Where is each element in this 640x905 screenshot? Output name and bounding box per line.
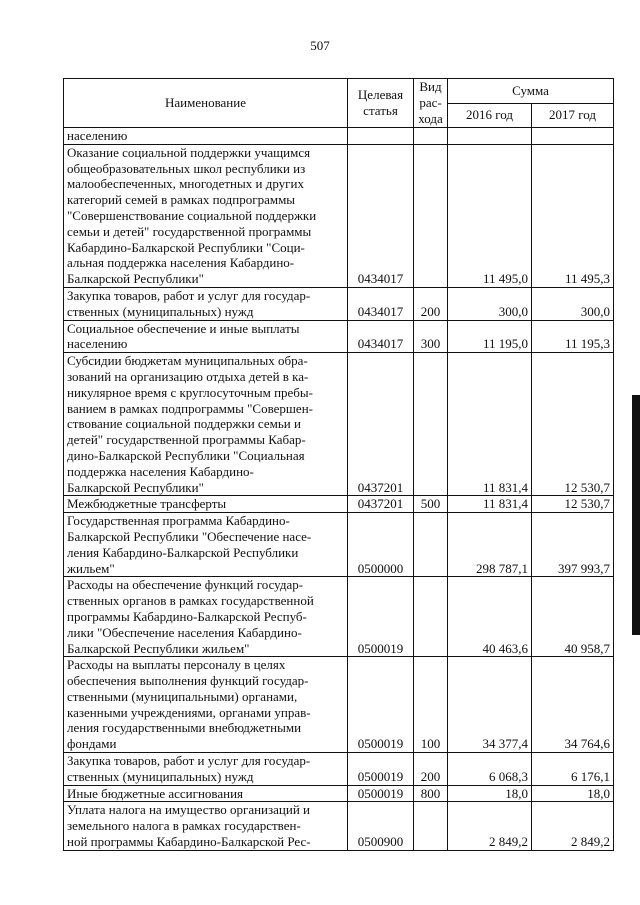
row-name [64,785,348,802]
row-type: 500 [414,496,448,513]
row-name-line: обеспечения выполнения функций государ- [67,673,309,689]
table-body [64,128,614,851]
row-code: 0437201 [348,496,414,513]
row-name [64,802,348,850]
row-name [64,496,348,513]
row-code: 0500900 [348,802,414,850]
row-name-line: ственных (муниципальных) нужд [67,768,254,784]
row-name-line: ствование социальной поддержки семьи и [67,416,301,432]
row-name-line: поддержка населения Кабардино- [67,463,254,479]
budget-table [63,78,614,851]
row-code: 0434017 [348,144,414,287]
row-name-line: лики "Обеспечение населения Кабардино- [67,624,302,640]
table-row [64,577,614,657]
row-name-line: зований на организацию отдыха детей в ка- [67,368,309,384]
table-row [64,496,614,513]
row-code: 0437201 [348,353,414,496]
row-name-line: Закупка товаров, работ и услуг для государ- [67,287,311,303]
row-name-line: ления Кабардино-Балкарской Республики [67,544,299,560]
table-header [64,79,614,128]
row-sum-2016: 34 377,4 [448,657,532,753]
table-row [64,144,614,287]
row-name-line: Балкарской Республики" [67,479,204,495]
row-name-line: категорий семей в рамках подпрограммы [67,192,296,208]
row-code [348,128,414,145]
row-sum-2016: 300,0 [448,287,532,320]
row-type: 100 [414,657,448,753]
row-sum-2016: 298 787,1 [448,513,532,577]
row-name-line: дино-Балкарской Республики "Социальная [67,447,305,463]
header-type: Вид рас- хода [414,79,448,128]
table-row [64,802,614,850]
table-row [64,657,614,753]
row-sum-2016: 2 849,2 [448,802,532,850]
row-type: 800 [414,785,448,802]
row-name-line: населению [67,336,128,352]
row-name [64,144,348,287]
header-code: Целевая статья [348,79,414,128]
row-sum-2017: 6 176,1 [532,753,614,786]
row-name-line: ванием в рамках подпрограммы "Совершен- [67,400,313,416]
row-sum-2017: 18,0 [532,785,614,802]
row-type [414,128,448,145]
row-name-line: казенными учреждениями, органами управ- [67,704,311,720]
row-name-line: детей" государственной программы Кабар- [67,432,306,448]
table-row [64,287,614,320]
row-sum-2016: 11 195,0 [448,320,532,353]
row-name [64,320,348,353]
row-name-line: Расходы на обеспечение функций государ- [67,577,304,593]
row-sum-2016: 6 068,3 [448,753,532,786]
row-name [64,657,348,753]
row-sum-2017: 2 849,2 [532,802,614,850]
row-name [64,128,348,145]
row-code: 0500019 [348,657,414,753]
row-name-line: Социальное обеспечение и иные выплаты [67,320,300,336]
binding-edge-mark [632,395,640,635]
row-sum-2016: 18,0 [448,785,532,802]
row-name [64,577,348,657]
header-name: Наименование [64,79,348,128]
table-row [64,353,614,496]
row-code: 0500019 [348,785,414,802]
row-type: 200 [414,287,448,320]
row-name-line: Оказание социальной поддержки учащимся [67,144,311,160]
row-sum-2017: 11 195,3 [532,320,614,353]
row-name-line: ной программы Кабардино-Балкарской Рес- [67,834,311,850]
header-year-2016: 2016 год [448,103,532,128]
row-code: 0434017 [348,287,414,320]
row-sum-2017: 397 993,7 [532,513,614,577]
row-name-line: земельного налога в рамках государствен- [67,818,301,834]
row-name-line: ления государственными внебюджетными [67,720,302,736]
row-code: 0500000 [348,513,414,577]
page-number: 507 [310,38,330,53]
row-name [64,353,348,496]
row-name-line: Иные бюджетные ассигнования [67,785,244,801]
row-name-line: Государственная программа Кабардино- [67,513,290,529]
table-row [64,320,614,353]
row-name-line: Балкарской Республики" [67,271,204,287]
row-name-line: общеобразовательных школ республики из [67,160,306,176]
table-row [64,753,614,786]
row-name [64,513,348,577]
row-name-line: ственных органов в рамках государственной [67,593,314,609]
row-sum-2016: 11 495,0 [448,144,532,287]
row-name-line: населению [67,128,128,143]
row-name-line: жильем" [67,560,115,576]
row-name-line: ственных (муниципальных) нужд [67,303,254,319]
row-name-line: программы Кабардино-Балкарской Респуб- [67,608,307,624]
table-row [64,785,614,802]
row-name-line: ственными (муниципальными) органами, [67,688,298,704]
row-type [414,353,448,496]
row-sum-2017: 11 495,3 [532,144,614,287]
row-sum-2017: 40 958,7 [532,577,614,657]
row-name-line: Уплата налога на имущество организаций и [67,802,310,818]
row-sum-2016: 11 831,4 [448,353,532,496]
row-sum-2017: 300,0 [532,287,614,320]
row-name-line: Межбюджетные трансферты [67,496,227,512]
row-sum-2017: 12 530,7 [532,496,614,513]
header-sum: Сумма [448,79,614,104]
row-name-line: альная поддержка населения Кабардино- [67,255,295,271]
row-name [64,753,348,786]
row-name-line: никулярное время с круглосуточным пребы- [67,384,313,400]
row-code: 0500019 [348,753,414,786]
table-row [64,128,614,145]
row-name-line: Кабардино-Балкарской Республики "Соци- [67,239,305,255]
row-name-line: Балкарской Республики жильем" [67,640,250,656]
row-type [414,513,448,577]
table-row [64,513,614,577]
row-name-line: малообеспеченных, многодетных и других [67,176,304,192]
row-sum-2017: 34 764,6 [532,657,614,753]
row-sum-2017: 12 530,7 [532,353,614,496]
row-sum-2017 [532,128,614,145]
row-type [414,802,448,850]
row-type [414,577,448,657]
row-code: 0434017 [348,320,414,353]
row-name [64,287,348,320]
row-name-line: Расходы на выплаты персоналу в целях [67,657,286,673]
row-name-line: семьи и детей" государственной программы [67,223,312,239]
row-type [414,144,448,287]
row-name-line: фондами [67,736,117,752]
row-type: 300 [414,320,448,353]
row-sum-2016 [448,128,532,145]
row-name-line: Закупка товаров, работ и услуг для государ- [67,753,311,769]
header-year-2017: 2017 год [532,103,614,128]
row-code: 0500019 [348,577,414,657]
row-name-line: Субсидии бюджетам муниципальных обра- [67,353,308,369]
row-name-line: "Совершенствование социальной поддержки [67,207,317,223]
row-name-line: Балкарской Республики "Обеспечение насе- [67,528,312,544]
row-sum-2016: 40 463,6 [448,577,532,657]
row-sum-2016: 11 831,4 [448,496,532,513]
row-type: 200 [414,753,448,786]
